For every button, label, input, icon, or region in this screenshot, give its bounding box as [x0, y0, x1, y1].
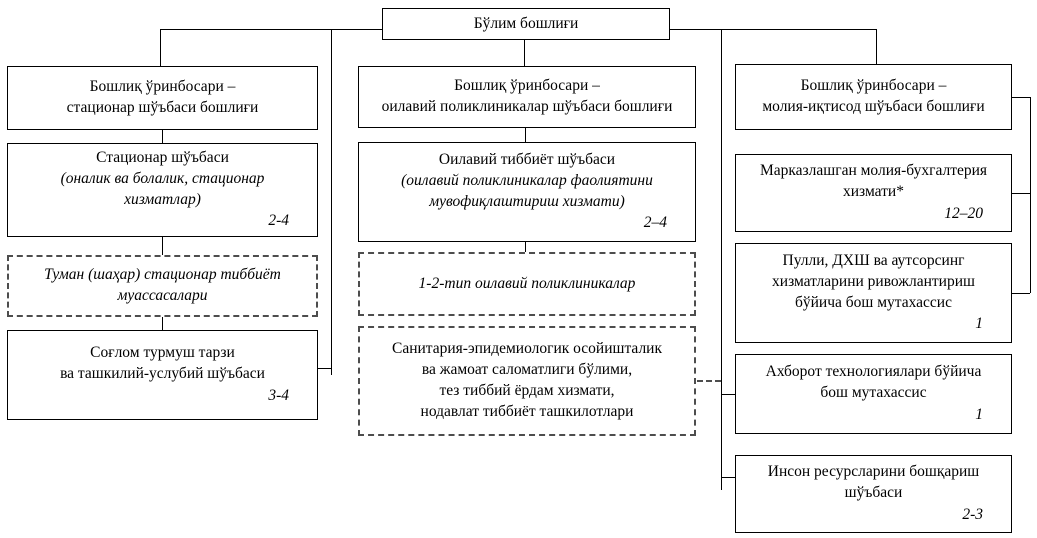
middle-header-line1: Бошлиқ ўринбосари – — [454, 77, 600, 95]
root-box — [382, 8, 670, 40]
pulli-line1: Пулли, ДХШ ва аутсорсинг — [782, 251, 965, 269]
sanitariya-dashed-box — [358, 326, 696, 436]
oilaviy-sub2: мувофиқлаштириш хизмати) — [429, 192, 625, 210]
left-header-line1: Бошлиқ ўринбосари – — [89, 78, 236, 96]
left-header-line2: стационар шўъбаси бошлиғи — [66, 99, 259, 116]
soglom-staff-count: 3-4 — [268, 386, 289, 404]
oilaviy-staff-count: 2–4 — [643, 214, 667, 232]
markaz-box — [735, 154, 1012, 232]
connector-middle-tick2-line — [525, 242, 526, 252]
oilaviy-title: Оилавий тиббиёт шўъбаси — [438, 150, 616, 168]
pulli-line3: бўйича бош мутахассис — [795, 293, 952, 311]
tuman-line1: Туман (шаҳар) стационар тиббиёт — [44, 266, 281, 284]
inson-staff-count: 2-3 — [962, 505, 983, 523]
connector-soglom-tick-line — [318, 368, 331, 369]
axborot-line2: бош мутахассис — [820, 384, 927, 402]
stationar-sub2: хизматлар) — [124, 190, 201, 208]
connector-left-column-long-line — [331, 29, 332, 375]
oilaviy-box — [358, 142, 696, 242]
markaz-staff-count: 12–20 — [944, 204, 983, 222]
connector-root-drop-line — [524, 40, 525, 66]
connector-right-column-long-line — [721, 29, 722, 490]
connector-middle-tick1-line — [525, 128, 526, 142]
right-header-box — [735, 64, 1012, 130]
left-header-box — [7, 66, 318, 130]
connector-right-bracket-tick3-line — [1012, 293, 1030, 294]
inson-line2: шўъбаси — [844, 484, 903, 502]
pulli-line2: хизматларини ривожлантириш — [772, 272, 975, 290]
markaz-line1: Марказлашган молия-бухгалтерия — [759, 162, 988, 180]
pulli-box — [735, 243, 1012, 343]
tuman-line2: муассасалари — [117, 287, 208, 304]
connector-inson-tick-line — [721, 477, 735, 478]
inson-line1: Инсон ресурсларини бошқариш — [767, 463, 980, 481]
soglom-line1: Соғлом турмуш тарзи — [90, 344, 235, 362]
tip-dashed-box — [358, 252, 696, 316]
soglom-box — [7, 330, 318, 420]
stationar-staff-count: 2-4 — [268, 212, 289, 230]
soglom-line2: ва ташкилий-услубий шўъбаси — [60, 365, 265, 383]
sanitariya-line2: ва жамоат саломатлиги бўлими, — [421, 361, 633, 379]
axborot-box — [735, 354, 1012, 434]
sanitariya-line3: тез тиббий ёрдам хизмати, — [439, 382, 615, 399]
right-header-line1: Бошлиқ ўринбосари – — [800, 77, 947, 95]
connector-left-tick1-line — [162, 130, 163, 143]
root-label: Бўлим бошлиғи — [473, 14, 579, 32]
pulli-staff-count: 1 — [975, 315, 983, 333]
tip-line1: 1-2-тип оилавий поликлиникалар — [418, 274, 636, 292]
sanitariya-line1: Санитария-эпидемиологик осойишталик — [391, 340, 663, 358]
connector-right-bracket-line — [1030, 97, 1031, 293]
connector-left-tick2-line — [162, 237, 163, 255]
connector-left-tick3-line — [162, 317, 163, 330]
connector-sanitariya-dashed-line — [697, 380, 721, 382]
inson-box — [735, 455, 1012, 533]
markaz-line2: хизмати* — [843, 183, 904, 201]
connector-left-header-drop-line — [160, 29, 161, 66]
connector-axborot-tick-line — [721, 394, 735, 395]
right-header-line2: молия-иқтисод шўъбаси бошлиғи — [762, 98, 985, 115]
oilaviy-sub1: (оилавий поликлиникалар фаолиятини — [401, 171, 653, 189]
connector-right-bracket-tick2-line — [1012, 193, 1030, 194]
tuman-dashed-box — [7, 255, 318, 317]
connector-right-bracket-tick1-line — [1012, 97, 1030, 98]
stationar-box — [7, 143, 318, 237]
axborot-staff-count: 1 — [975, 405, 983, 423]
sanitariya-line4: нодавлат тиббиёт ташкилотлари — [420, 402, 634, 420]
middle-header-box — [358, 66, 696, 128]
connector-right-header-drop-line — [876, 29, 877, 64]
axborot-line1: Ахборот технологиялари бўйича — [765, 363, 982, 381]
stationar-sub1: (оналик ва болалик, стационар — [60, 169, 265, 187]
middle-header-line2: оилавий поликлиникалар шўъбаси бошлиғи — [381, 98, 673, 115]
stationar-title: Стационар шўъбаси — [96, 148, 229, 166]
